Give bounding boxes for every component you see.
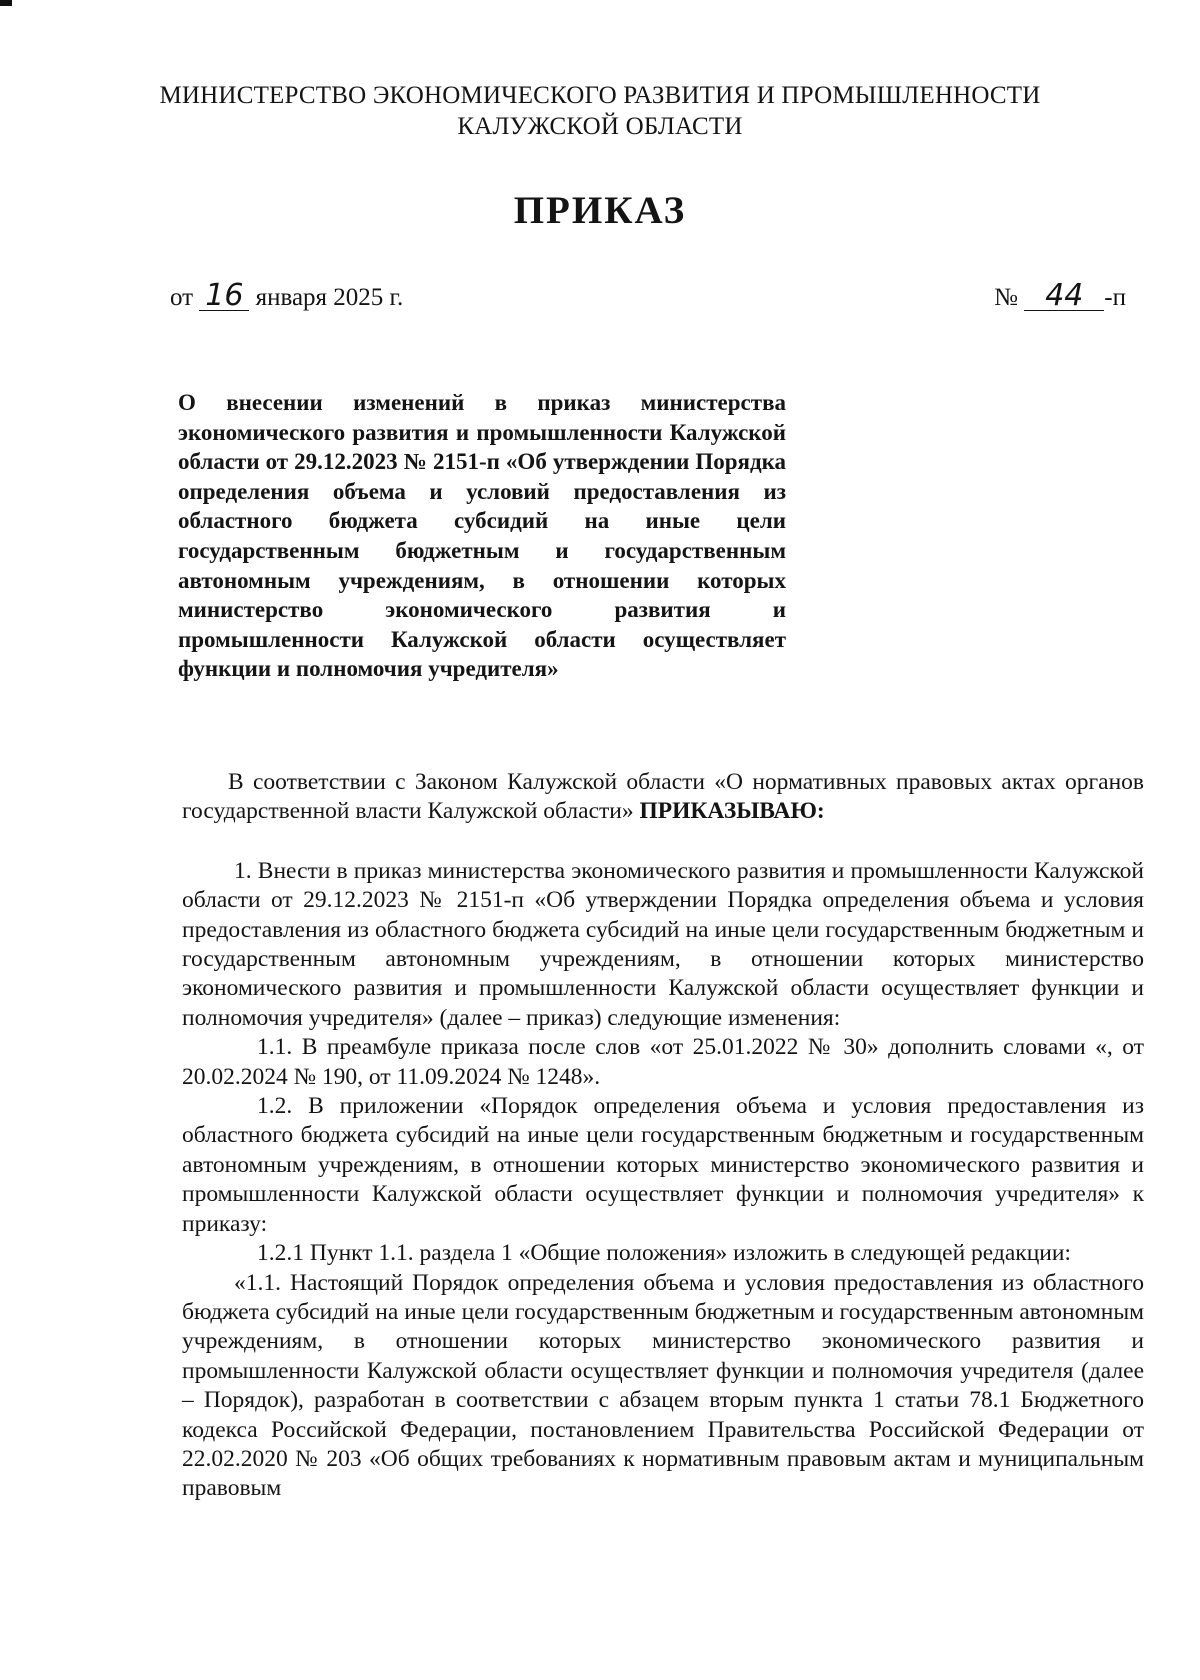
ministry-name-line1: МИНИСТЕРСТВО ЭКОНОМИЧЕСКОГО РАЗВИТИЯ И ПРОМЫШЛЕННОСТИ <box>159 82 1041 109</box>
item-1-2-paragraph: 1.2. В приложении «Порядок определения объема и условия предоставления из областного бюджета субсидий на иные цели государственным бюджетным и государственным автономным учреждениям, в отношении которых министерство экономического развития и промышленности Калужской области осуществляет функции и полномочия учредителя» к приказу: <box>182 1093 1144 1237</box>
order-number-line <box>994 278 1126 313</box>
preamble-text: В соответствии с Законом Калужской области «О нормативных правовых актах органов государственной власти Калужской области» <box>182 769 1144 825</box>
item-1-2-1-paragraph: 1.2.1 Пункт 1.1. раздела 1 «Общие положения» изложить в следующей редакции: <box>257 1240 1071 1267</box>
document-title: ПРИКАЗ <box>513 189 687 232</box>
order-body <box>182 768 1144 1504</box>
date-rest: января 2025 г. <box>255 284 404 311</box>
order-number-handwritten: 44 <box>1024 282 1104 311</box>
item-1-paragraph: 1. Внести в приказ министерства экономического развития и промышленности Калужской области от 29.12.2023 № 2151-п «Об утверждении Порядка определения объема и условия предоставления из областного бюджета субсидий на иные цели государственным бюджетным и государственным автономным учреждениям, в отношении которых министерство экономического развития и промышленности Калужской области осуществляет функции и полномочия учредителя» (далее – приказ) следующие изменения: <box>182 857 1144 1031</box>
preamble-paragraph <box>182 768 1144 827</box>
order-subject: О внесении изменений в приказ министерства экономического развития и промышленности Калужской области от 29.12.2023 № 2151-п «Об утверждении Порядка определения объема и условий предоставления из областного бюджета субсидий на иные цели государственным бюджетным и государственным автономным учреждениям, в отношении которых министерство экономического развития и промышленности Калужской области осуществляет функции и полномочия учредителя» <box>178 390 786 682</box>
number-prefix: № <box>994 284 1019 311</box>
date-line <box>170 278 404 313</box>
quoted-item-1-1-paragraph: «1.1. Настоящий Порядок определения объема и условия предоставления из областного бюджета субсидий на иные цели государственным бюджетным и государственным автономным учреждениям, в отношении которых министерство экономического развития и промышленности Калужской области осуществляет функции и полномочия учредителя (далее – Порядок), разработан в соответствии с абзацем вторым пункта 1 статьи 78.1 Бюджетного кодекса Российской Федерации, постановлением Правительства Российской Федерации от 22.02.2020 № 203 «Об общих требованиях к нормативным правовым актам и муниципальным правовым <box>182 1269 1144 1502</box>
date-prefix: от <box>170 284 194 311</box>
ministry-header <box>0 80 1200 142</box>
number-suffix: -п <box>1104 284 1126 311</box>
date-day-handwritten: 16 <box>199 282 249 311</box>
preamble-order-word: ПРИКАЗЫВАЮ: <box>639 798 825 825</box>
ministry-name-line2: КАЛУЖСКОЙ ОБЛАСТИ <box>457 113 743 140</box>
item-1-1-paragraph: 1.1. В преамбуле приказа после слов «от 25.01.2022 № 30» дополнить словами «, от 20.02.2024 № 190, от 11.09.2024 № 1248». <box>182 1034 1144 1090</box>
scan-corner-mark <box>0 0 12 6</box>
